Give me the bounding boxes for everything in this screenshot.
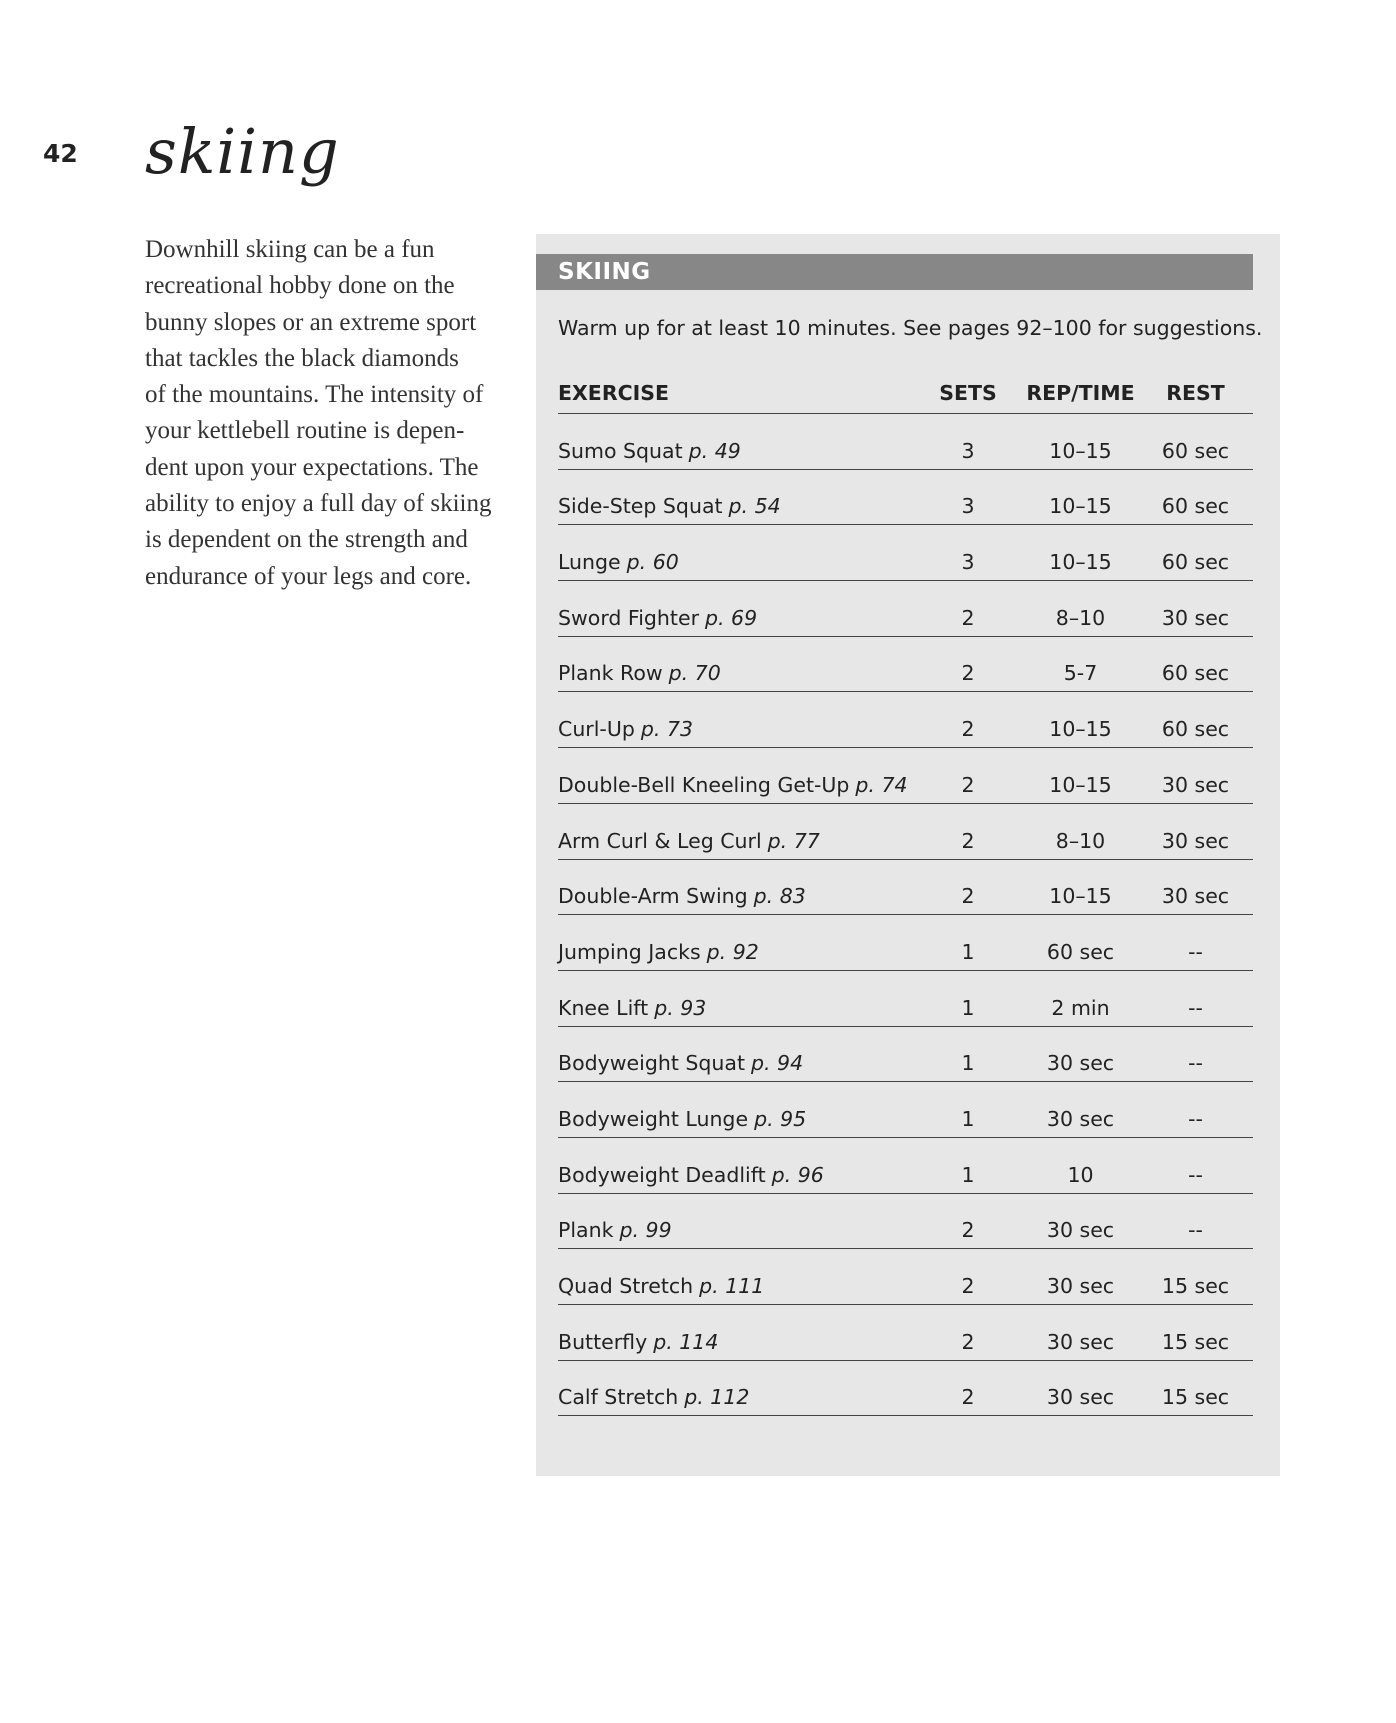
table-row xyxy=(558,971,1253,1027)
table-row xyxy=(558,1249,1253,1305)
rep-time-cell: 10 xyxy=(1067,1162,1094,1187)
exercise-name: Lunge xyxy=(558,550,621,575)
rep-time-cell: 10–15 xyxy=(1049,494,1112,519)
exercise-name: Sumo Squat xyxy=(558,438,683,463)
page-reference: p. 49 xyxy=(688,438,741,463)
sets-cell: 2 xyxy=(961,828,975,853)
rep-time-cell: 30 sec xyxy=(1046,1329,1115,1354)
table-row xyxy=(558,1027,1253,1083)
rep-time-cell: 5-7 xyxy=(1063,661,1098,686)
exercise-name: Bodyweight Deadlift xyxy=(558,1162,766,1187)
sets-cell: 2 xyxy=(961,605,975,630)
rest-cell: -- xyxy=(1188,995,1203,1020)
table-row xyxy=(558,1194,1253,1250)
rest-cell: -- xyxy=(1188,1218,1203,1243)
exercise-table xyxy=(558,364,1253,1416)
workout-panel xyxy=(536,234,1280,1476)
sets-cell: 2 xyxy=(961,1218,975,1243)
rep-time-cell: 8–10 xyxy=(1055,828,1106,853)
rep-time-cell: 30 sec xyxy=(1046,1106,1115,1131)
intro-line: endurance of your legs and core. xyxy=(145,562,472,590)
page-reference: p. 94 xyxy=(751,1051,804,1076)
intro-line: dent upon your expectations. The xyxy=(145,453,479,481)
rest-cell: -- xyxy=(1188,1106,1203,1131)
rest-cell: 60 sec xyxy=(1161,550,1230,575)
exercise-name: Quad Stretch xyxy=(558,1274,694,1298)
intro-line: Downhill skiing can be a fun xyxy=(145,236,435,263)
page-reference: p. 95 xyxy=(754,1106,807,1131)
table-row xyxy=(558,1305,1253,1361)
intro-line: ability to enjoy a full day of skiing xyxy=(145,490,492,518)
exercise-cell xyxy=(558,717,693,741)
exercise-name: Double-Bell Kneeling Get-Up xyxy=(558,772,850,797)
page-reference: p. 111 xyxy=(699,1274,765,1298)
exercise-name: Jumping Jacks xyxy=(558,939,701,964)
rest-cell: 15 sec xyxy=(1161,1274,1230,1298)
page-number: 42 xyxy=(43,139,78,168)
table-row xyxy=(558,414,1253,470)
sets-cell: 1 xyxy=(961,1162,975,1187)
table-row xyxy=(558,804,1253,860)
sets-cell: 1 xyxy=(961,1106,975,1131)
exercise-name: Bodyweight Squat xyxy=(558,1051,746,1076)
col-rep-header: REP/TIME xyxy=(1026,381,1135,405)
exercise-cell xyxy=(558,439,741,463)
exercise-cell xyxy=(558,773,908,797)
rep-time-cell: 10–15 xyxy=(1049,550,1112,575)
rest-cell: 60 sec xyxy=(1161,438,1230,463)
page-reference: p. 74 xyxy=(855,772,908,797)
rest-cell: -- xyxy=(1188,939,1203,964)
exercise-name: Knee Lift xyxy=(558,995,649,1020)
exercise-name: Bodyweight Lunge xyxy=(558,1106,749,1131)
rest-cell: 15 sec xyxy=(1161,1385,1230,1410)
page-reference: p. 96 xyxy=(771,1162,824,1187)
col-sets-header: SETS xyxy=(939,381,997,405)
rep-time-cell: 30 sec xyxy=(1046,1274,1115,1298)
intro-line: that tackles the black diamonds xyxy=(145,344,459,372)
exercise-cell xyxy=(558,884,806,908)
exercise-name: Curl-Up xyxy=(558,717,635,742)
exercise-cell xyxy=(558,1051,803,1075)
rest-cell: -- xyxy=(1188,1051,1203,1076)
page-reference: p. 93 xyxy=(654,995,707,1020)
col-rest-header: REST xyxy=(1166,381,1225,405)
exercise-cell xyxy=(558,550,679,574)
sets-cell: 2 xyxy=(961,1329,975,1354)
table-row xyxy=(558,915,1253,971)
exercise-cell xyxy=(558,1274,764,1298)
rep-time-cell: 10–15 xyxy=(1049,772,1112,797)
rep-time-cell: 60 sec xyxy=(1046,939,1115,964)
sets-cell: 2 xyxy=(961,772,975,797)
sets-cell: 2 xyxy=(961,717,975,742)
exercise-cell xyxy=(558,1385,749,1409)
intro-line: your kettlebell routine is depen- xyxy=(145,417,465,445)
sets-cell: 3 xyxy=(961,494,975,519)
sets-cell: 1 xyxy=(961,995,975,1020)
panel-header: SKIING xyxy=(536,254,1253,290)
table-row xyxy=(558,470,1253,526)
exercise-cell xyxy=(558,661,721,685)
table-row xyxy=(558,1082,1253,1138)
exercise-cell xyxy=(558,829,820,853)
chapter-title: skiing xyxy=(145,115,340,188)
page-reference: p. 60 xyxy=(626,550,679,575)
table-body xyxy=(558,414,1253,1416)
intro-paragraph xyxy=(145,232,510,595)
page-reference: p. 73 xyxy=(640,717,693,742)
table-header-row xyxy=(558,364,1253,414)
exercise-cell xyxy=(558,1218,672,1242)
rest-cell: 15 sec xyxy=(1161,1329,1230,1354)
exercise-cell xyxy=(558,1107,806,1131)
rest-cell: 60 sec xyxy=(1161,717,1230,742)
sets-cell: 2 xyxy=(961,661,975,686)
sets-cell: 2 xyxy=(961,1385,975,1410)
intro-line: of the mountains. The intensity of xyxy=(145,381,484,409)
table-row xyxy=(558,748,1253,804)
rep-time-cell: 2 min xyxy=(1051,995,1110,1020)
table-row xyxy=(558,637,1253,693)
rest-cell: 30 sec xyxy=(1161,605,1230,630)
exercise-name: Arm Curl & Leg Curl xyxy=(558,828,762,853)
rest-cell: 60 sec xyxy=(1161,661,1230,686)
rest-cell: 30 sec xyxy=(1161,828,1230,853)
rep-time-cell: 10–15 xyxy=(1049,438,1112,463)
rep-time-cell: 30 sec xyxy=(1046,1385,1115,1410)
col-exercise-header: EXERCISE xyxy=(558,381,670,405)
sets-cell: 1 xyxy=(961,939,975,964)
exercise-cell xyxy=(558,1163,824,1187)
exercise-name: Butterfly xyxy=(558,1329,648,1354)
exercise-cell xyxy=(558,1330,718,1354)
rep-time-cell: 10–15 xyxy=(1049,884,1112,909)
rep-time-cell: 10–15 xyxy=(1049,717,1112,742)
rest-cell: 30 sec xyxy=(1161,884,1230,909)
table-row xyxy=(558,581,1253,637)
exercise-name: Plank xyxy=(558,1218,614,1243)
page-reference: p. 112 xyxy=(684,1385,750,1410)
exercise-cell xyxy=(558,940,759,964)
sets-cell: 1 xyxy=(961,1051,975,1076)
sets-cell: 2 xyxy=(961,884,975,909)
page-reference: p. 99 xyxy=(619,1218,672,1243)
exercise-cell xyxy=(558,494,781,518)
page-reference: p. 54 xyxy=(728,494,781,519)
sets-cell: 3 xyxy=(961,550,975,575)
exercise-name: Side-Step Squat xyxy=(558,494,723,519)
page-reference: p. 114 xyxy=(653,1329,719,1354)
page-reference: p. 77 xyxy=(767,828,820,853)
warmup-note: Warm up for at least 10 minutes. See pages 92–100 for suggestions. xyxy=(558,316,1263,340)
exercise-name: Calf Stretch xyxy=(558,1385,679,1410)
table-row xyxy=(558,1361,1253,1417)
page-reference: p. 92 xyxy=(706,939,759,964)
exercise-name: Sword Fighter xyxy=(558,605,699,630)
table-row xyxy=(558,525,1253,581)
table-row xyxy=(558,692,1253,748)
rest-cell: 60 sec xyxy=(1161,494,1230,519)
page-reference: p. 83 xyxy=(753,884,806,909)
rep-time-cell: 8–10 xyxy=(1055,605,1106,630)
page-reference: p. 70 xyxy=(668,661,721,686)
table-row xyxy=(558,1138,1253,1194)
table-row xyxy=(558,860,1253,916)
page-reference: p. 69 xyxy=(705,605,758,630)
rep-time-cell: 30 sec xyxy=(1046,1218,1115,1243)
exercise-name: Double-Arm Swing xyxy=(558,884,748,909)
exercise-cell xyxy=(558,996,706,1020)
exercise-cell xyxy=(558,606,757,630)
rest-cell: 30 sec xyxy=(1161,772,1230,797)
sets-cell: 2 xyxy=(961,1274,975,1298)
intro-line: recreational hobby done on the xyxy=(145,272,455,300)
intro-line: is dependent on the strength and xyxy=(145,526,468,554)
rep-time-cell: 30 sec xyxy=(1046,1051,1115,1076)
intro-line: bunny slopes or an extreme sport xyxy=(145,308,477,336)
exercise-name: Plank Row xyxy=(558,661,663,686)
rest-cell: -- xyxy=(1188,1162,1203,1187)
sets-cell: 3 xyxy=(961,438,975,463)
